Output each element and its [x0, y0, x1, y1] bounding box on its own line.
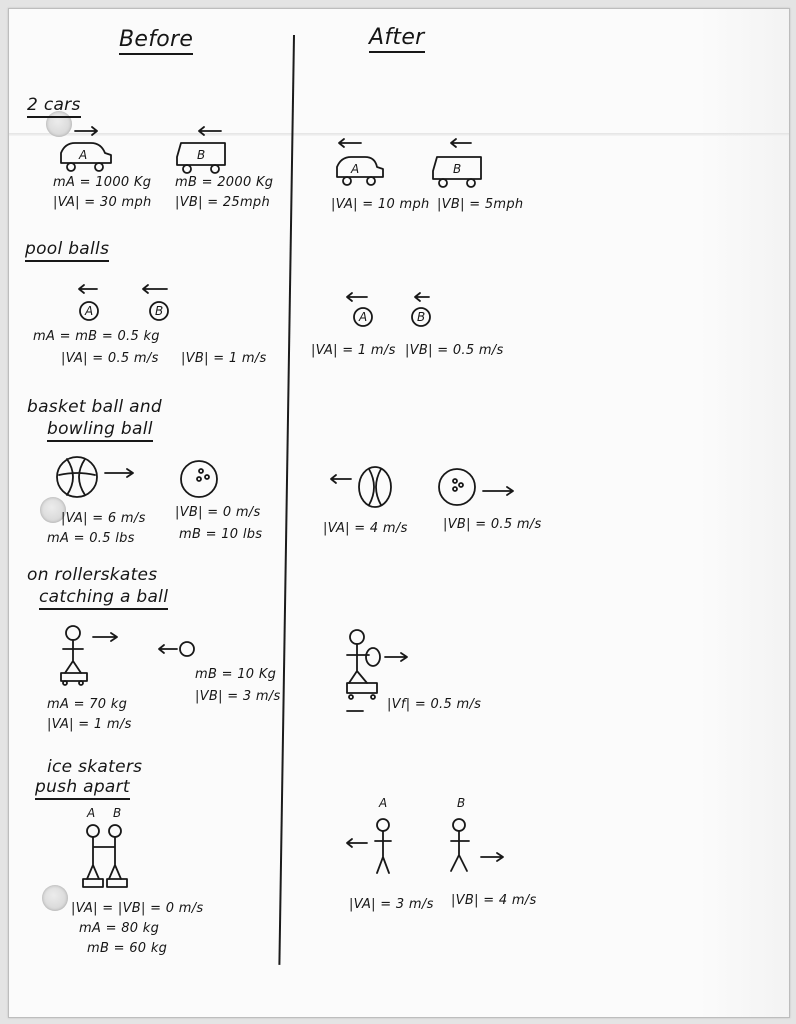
- pool-after-vb: |VB| = 0.5 m/s: [405, 343, 504, 358]
- cars-after-vb: |VB| = 5mph: [437, 197, 524, 212]
- ice-skaters-after-sketch: [339, 793, 519, 885]
- pool-before-sketch: [67, 281, 207, 327]
- balls-before-vb: |VB| = 0 m/s: [175, 505, 261, 520]
- balls-before-sketch: [49, 451, 249, 507]
- section-title-ice-skaters-line2: push apart: [35, 777, 130, 800]
- cars-before-mb: mB = 2000 Kg: [175, 175, 274, 190]
- punch-hole: [42, 885, 68, 911]
- cars-after-va: |VA| = 10 mph: [331, 197, 430, 212]
- worksheet-page: [8, 8, 790, 1018]
- ice-before-mb: mB = 60 kg: [87, 941, 168, 956]
- svg-text:B: B: [457, 796, 466, 810]
- skater-after-vf: |Vf| = 0.5 m/s: [387, 697, 482, 712]
- svg-text:A: A: [379, 796, 388, 810]
- section-title-ice-skaters-line1: ice skaters: [47, 757, 143, 777]
- ice-after-va: |VA| = 3 m/s: [349, 897, 434, 912]
- ice-before-ma: mA = 80 kg: [79, 921, 160, 936]
- cars-after-sketch: [329, 133, 529, 193]
- balls-before-va: |VA| = 6 m/s: [61, 511, 146, 526]
- section-title-basketball-line1: basket ball and: [27, 397, 162, 417]
- skater-before-ma: mA = 70 kg: [47, 697, 128, 712]
- pool-after-sketch: [337, 289, 457, 333]
- pool-before-masses: mA = mB = 0.5 kg: [33, 329, 160, 344]
- ice-skaters-before-sketch: [81, 805, 151, 899]
- cars-before-vb: |VB| = 25mph: [175, 195, 271, 210]
- balls-after-vb: |VB| = 0.5 m/s: [443, 517, 542, 532]
- ice-before-velocities: |VA| = |VB| = 0 m/s: [71, 901, 204, 916]
- svg-text:A: A: [87, 806, 96, 820]
- pool-before-vb: |VB| = 1 m/s: [181, 351, 267, 366]
- skater-before-mb: mB = 10 Kg: [195, 667, 277, 682]
- skater-before-va: |VA| = 1 m/s: [47, 717, 132, 732]
- svg-text:B: B: [417, 310, 426, 324]
- skater-before-vb: |VB| = 3 m/s: [195, 689, 281, 704]
- cars-before-ma: mA = 1000 Kg: [53, 175, 152, 190]
- cars-before-va: |VA| = 30 mph: [53, 195, 152, 210]
- section-title-rollerskates-line2: catching a ball: [39, 587, 168, 610]
- section-title-rollerskates-line1: on rollerskates: [27, 565, 158, 585]
- section-title-basketball-line2: bowling ball: [47, 419, 153, 442]
- page-shadow: [699, 9, 789, 1017]
- before-heading: Before: [119, 27, 193, 55]
- section-title-pool-balls: pool balls: [25, 239, 109, 262]
- svg-text:A: A: [79, 148, 88, 162]
- balls-before-mb: mB = 10 lbs: [179, 527, 263, 542]
- svg-text:A: A: [359, 310, 368, 324]
- svg-text:B: B: [197, 148, 206, 162]
- svg-text:B: B: [155, 304, 164, 318]
- section-title-cars: 2 cars: [27, 95, 81, 118]
- balls-after-va: |VA| = 4 m/s: [323, 521, 408, 536]
- svg-text:A: A: [351, 162, 360, 176]
- after-heading: After: [369, 25, 425, 53]
- balls-before-ma: mA = 0.5 lbs: [47, 531, 135, 546]
- pool-before-va: |VA| = 0.5 m/s: [61, 351, 159, 366]
- skater-before-sketch: [59, 623, 259, 693]
- balls-after-sketch: [325, 459, 525, 515]
- ice-after-vb: |VB| = 4 m/s: [451, 893, 537, 908]
- svg-text:A: A: [85, 304, 94, 318]
- svg-text:B: B: [453, 162, 462, 176]
- svg-text:B: B: [113, 806, 122, 820]
- pool-after-va: |VA| = 1 m/s: [311, 343, 396, 358]
